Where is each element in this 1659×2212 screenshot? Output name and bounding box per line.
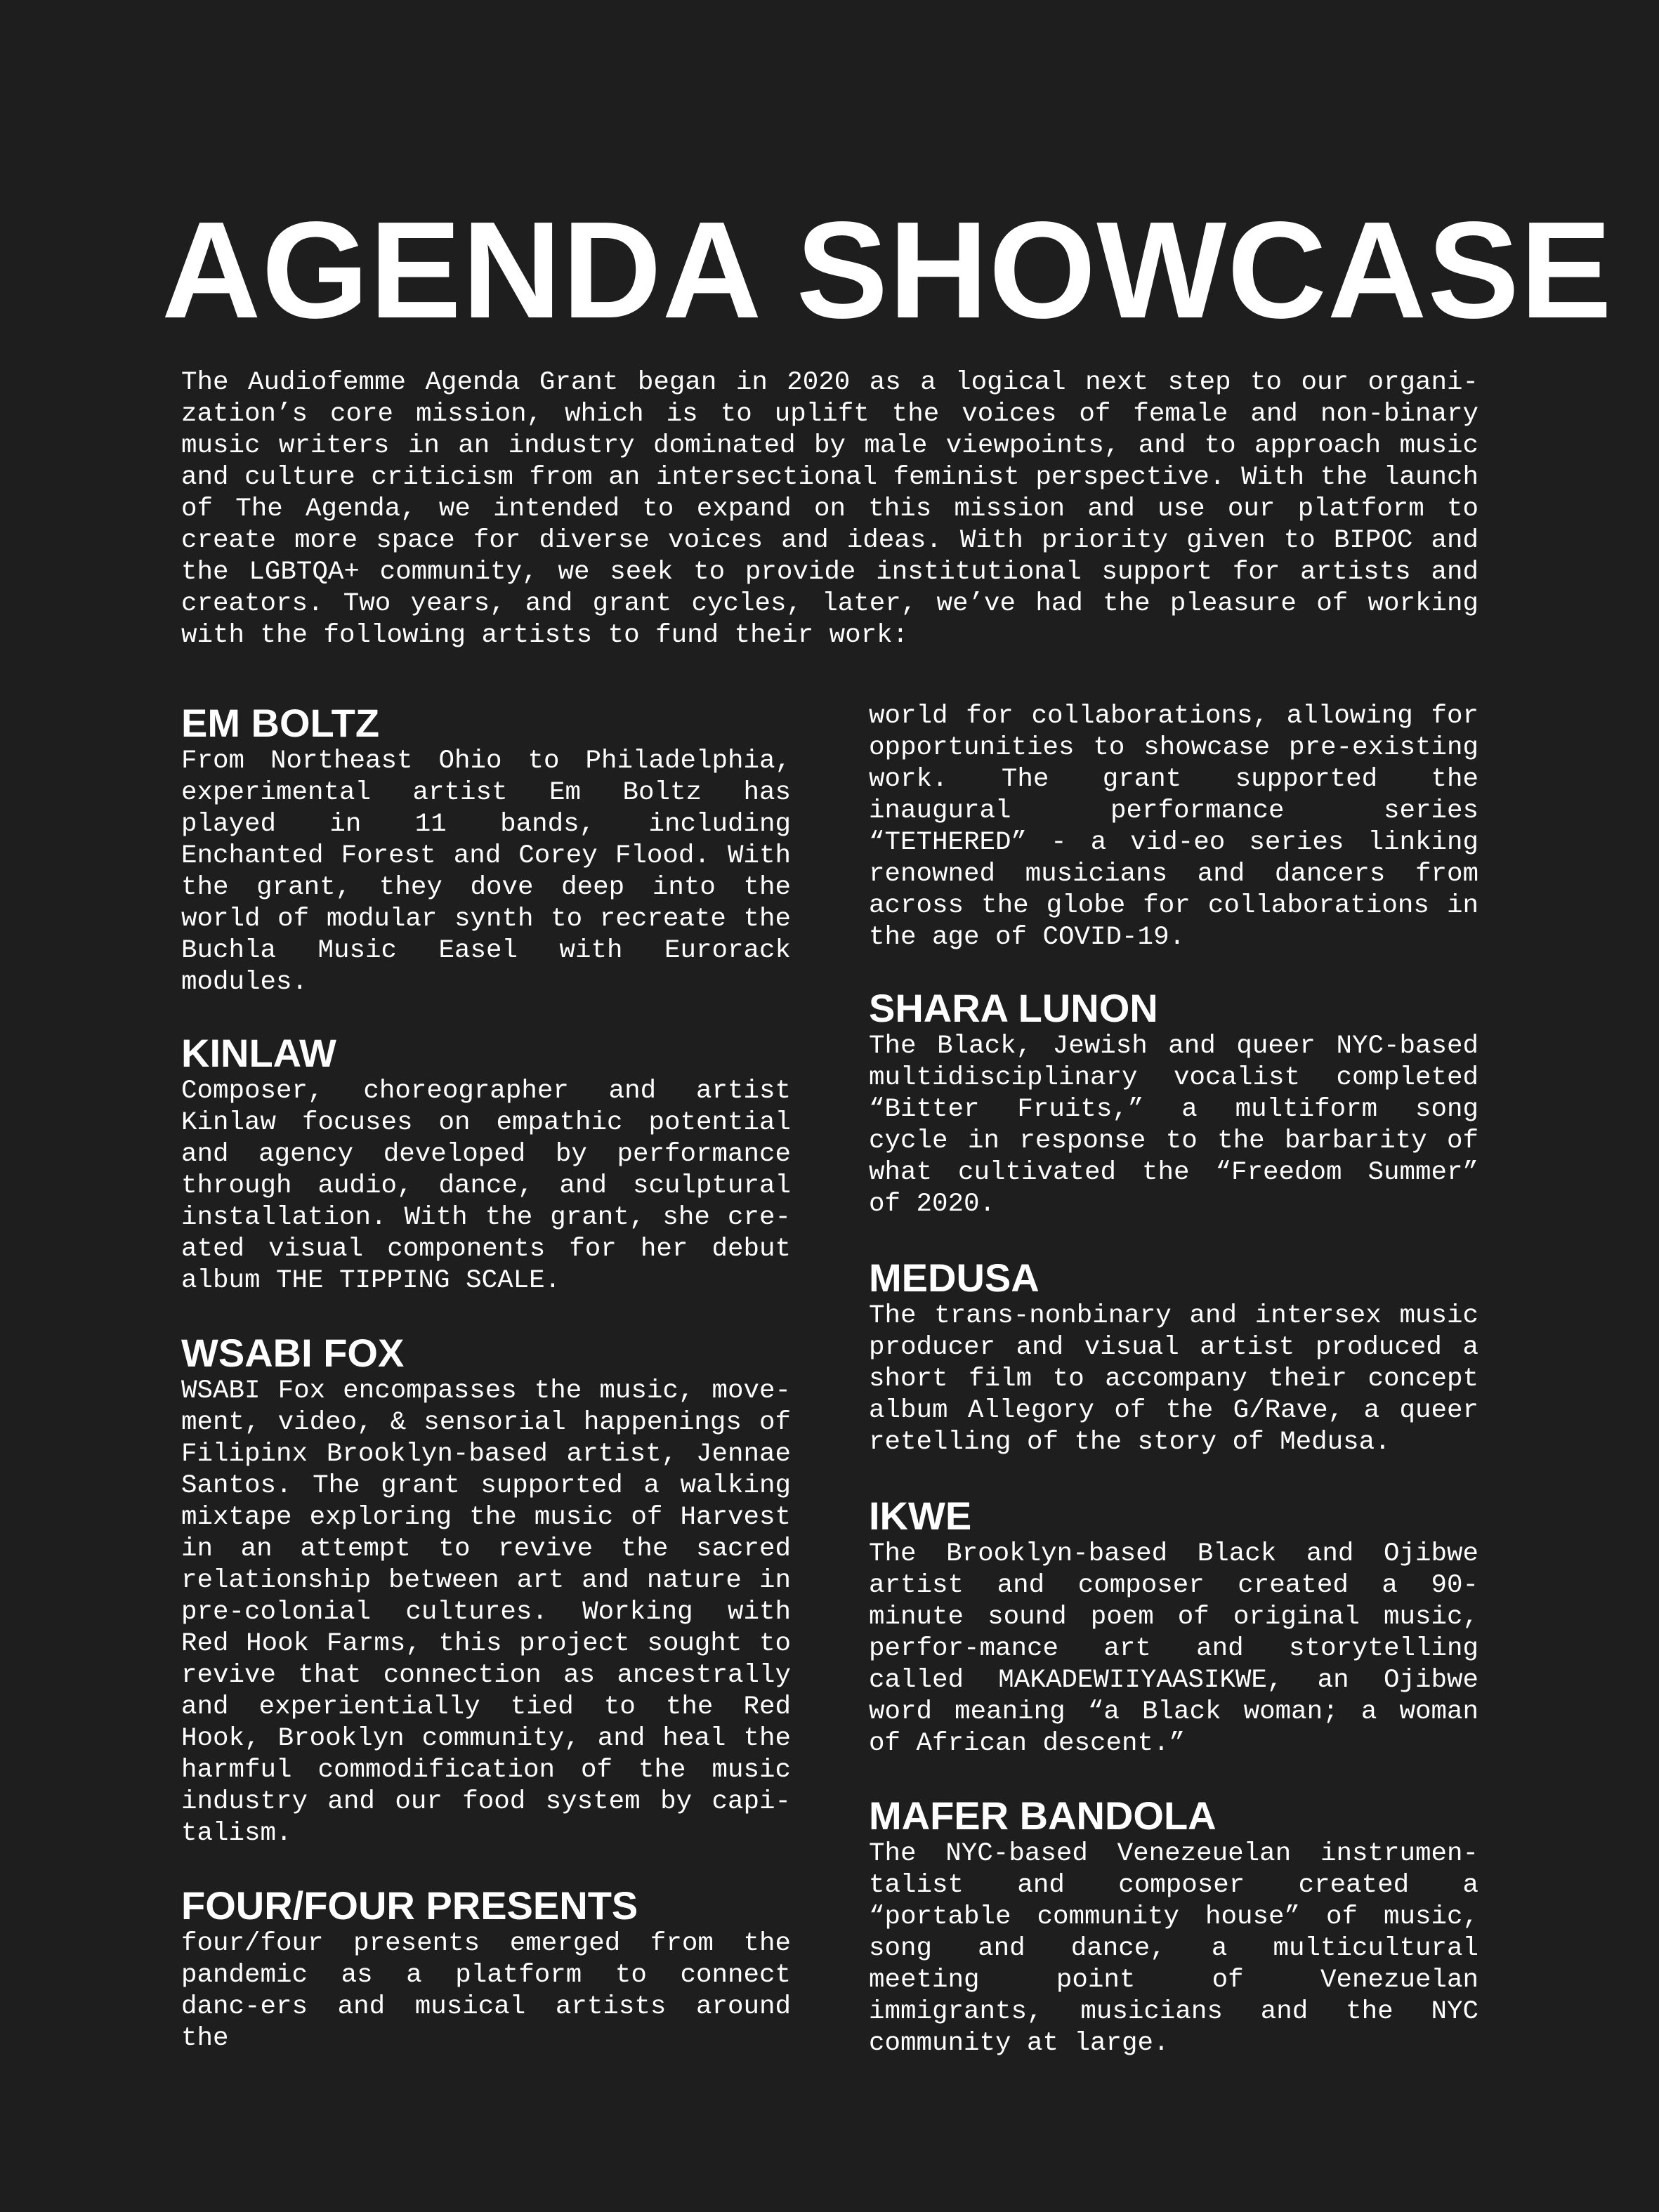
artist-description: The Brooklyn-based Black and Ojibwe artist and composer created a 90-minute sound poem of original music, perfor-mance art and storytelling called MAKADEWIIYAASIKWE, an Ojibwe word meaning “a Black woman; a woman of African descent.”	[869, 1539, 1478, 1758]
artist-section-wsabi-fox	[181, 1331, 791, 1850]
artist-section-four-four-presents-continued	[869, 701, 1478, 954]
artist-description: four/four presents emerged from the pandemic as a platform to connect danc-ers and musical artists around the	[181, 1929, 791, 2053]
artist-section-medusa	[869, 1256, 1478, 1459]
right-column	[869, 701, 1478, 2060]
artist-name: SHARA LUNON	[869, 986, 1158, 1030]
artist-description: The trans-nonbinary and intersex music producer and visual artist produced a short film to accompany their concept album Allegory of the G/Rave, a queer retelling of the story of Medusa.	[869, 1301, 1478, 1457]
artist-description: WSABI Fox encompasses the music, move-ment, video, & sensorial happenings of Filipinx Brooklyn-based artist, Jennae Santos. The grant supported a walking mixtape exploring the music of Harvest in an attempt to revive the sacred relationship between art and nature in pre-colonial cultures. Working with Red Hook Farms, this project sought to revive that connection as ancestrally and experientially tied to the Red Hook, Brooklyn community, and heal the harmful commodification of the music industry and our food system by capi-talism.	[181, 1376, 791, 1848]
artist-section-em-boltz	[181, 701, 791, 999]
left-column	[181, 701, 791, 2055]
artist-name: KINLAW	[181, 1031, 336, 1075]
artist-description: Composer, choreographer and artist Kinlaw focuses on empathic potential and agency developed by performance through audio, dance, and sculptural installation. With the grant, she cre-ated visual components for her debut album THE TIPPING SCALE.	[181, 1077, 791, 1296]
artist-section-ikwe	[869, 1494, 1478, 1760]
artist-name: MEDUSA	[869, 1256, 1040, 1300]
artist-description: The NYC-based Venezeuelan instrumen-talist and composer created a “portable community house” of music, song and dance, a multicultural meeting point of Venezuelan immigrants, musicians and the NYC community at large.	[869, 1839, 1478, 2058]
artist-section-mafer-bandola	[869, 1793, 1478, 2060]
artist-description: From Northeast Ohio to Philadelphia, experimental artist Em Boltz has played in 11 bands, including Enchanted Forest and Corey Flood. With the grant, they dove deep into the world of modular synth to recreate the Buchla Music Easel with Eurorack modules.	[181, 746, 791, 997]
artist-name: WSABI FOX	[181, 1331, 405, 1375]
page-title: AGENDA SHOWCASE	[162, 193, 1613, 347]
artist-section-shara-lunon	[869, 986, 1478, 1220]
artist-name: IKWE	[869, 1494, 972, 1538]
intro-paragraph: The Audiofemme Agenda Grant began in 2020 as a logical next step to our organi-zation’s core mission, which is to uplift the voices of female and non-binary music writers in an industry dominated by male viewpoints, and to approach music and culture criticism from an intersectional feminist perspective. With the launch of The Agenda, we intended to expand on this mission and use our platform to create more space for diverse voices and ideas. With priority given to BIPOC and the LGBTQA+ community, we seek to provide institutional support for artists and creators. Two years, and grant cycles, later, we’ve had the pleasure of working with the following artists to fund their work:	[181, 368, 1478, 650]
artist-name: FOUR/FOUR PRESENTS	[181, 1883, 638, 1928]
artist-name: MAFER BANDOLA	[869, 1793, 1217, 1838]
artist-section-kinlaw	[181, 1031, 791, 1297]
artist-description-continued: world for collaborations, allowing for opportunities to showcase pre-existing work. The grant supported the inaugural performance series “TETHERED” - a vid-eo series linking renowned musicians and dancers from across the globe for collaborations in the age of COVID-19.	[869, 702, 1478, 952]
artist-section-four-four-presents	[181, 1883, 791, 2055]
artist-name: EM BOLTZ	[181, 701, 380, 745]
artist-description: The Black, Jewish and queer NYC-based multidisciplinary vocalist completed “Bitter Fruits,” a multiform song cycle in response to the barbarity of what cultivated the “Freedom Summer” of 2020.	[869, 1032, 1478, 1219]
